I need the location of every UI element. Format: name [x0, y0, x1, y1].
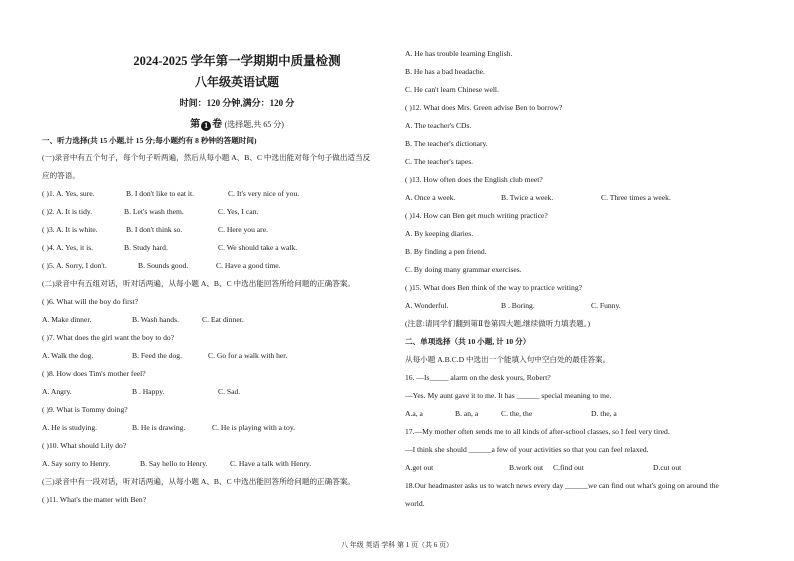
option-b: B. Twice a week. [501, 193, 554, 202]
right-line [405, 139, 488, 149]
right-line [405, 337, 530, 347]
left-line [42, 153, 370, 163]
right-line [405, 229, 473, 239]
left-line [42, 207, 92, 217]
left-line-text: ( )7. What does the girl want the boy to do? [42, 333, 175, 342]
right-line-text: A. He has trouble learning English. [405, 49, 513, 58]
right-line [405, 445, 649, 455]
option-b: B . Happy. [132, 387, 165, 396]
left-line-text: A. Make dinner. [42, 315, 92, 324]
right-line [405, 247, 487, 257]
left-line [42, 423, 97, 433]
left-line [42, 315, 91, 325]
right-line [405, 265, 522, 275]
option-c: C. Yes, I can. [218, 207, 259, 216]
left-line [42, 459, 110, 469]
right-line-text: B. He has a bad headache. [405, 67, 485, 76]
right-line [405, 193, 455, 203]
option-c: C. Go for a walk with her. [208, 351, 288, 360]
option-b: B.work out [509, 463, 544, 472]
option-b: B. Feed the dog. [132, 351, 182, 360]
option-c: C. Have a good time. [216, 261, 281, 270]
left-line-text: A. Angry. [42, 387, 72, 396]
right-line [405, 211, 548, 221]
left-line-text: A. Walk the dog. [42, 351, 94, 360]
left-line-text: (一)录音中有五个句子，每个句子听两遍，然后从每小题 A、B、C 中选出能对每个句子做出适当反 [42, 153, 371, 162]
right-line-text: C. He can't learn Chinese well. [405, 85, 499, 94]
right-line-text: ( )15. What does Ben think of the way to practice writing? [405, 283, 582, 292]
option-c: C. the, the [501, 409, 533, 418]
option-c: C.find out [553, 463, 584, 472]
right-line-text: C. The teacher's tapes. [405, 157, 474, 166]
option-c: C. Eat dinner. [202, 315, 244, 324]
right-line-text: B. The teacher's dictionary. [405, 139, 488, 148]
right-line-text: ( )14. How can Ben get much writing practice? [405, 211, 548, 220]
right-line [405, 85, 499, 95]
right-line [405, 157, 473, 167]
option-c: C. Here you are. [218, 225, 268, 234]
right-line-text: (注意:请同学们翻到第Ⅱ卷第四大题,继续做听力填表题。) [405, 319, 591, 328]
right-line [405, 175, 543, 185]
left-line [42, 333, 174, 343]
left-line [42, 477, 355, 487]
right-line [405, 355, 610, 365]
exam-time: 时间：120 分钟,满分：120 分 [179, 98, 295, 108]
left-line-text: ( )1. A. Yes, sure. [42, 189, 95, 198]
option-b: B. an, a [455, 409, 479, 418]
left-line-text: ( )11. What's the matter with Ben? [42, 495, 147, 504]
left-line [42, 189, 95, 199]
left-line-text: ( )8. How does Tim's mother feel? [42, 369, 146, 378]
left-line [42, 243, 93, 253]
option-b: B. Sounds good. [138, 261, 189, 270]
volume-note: (选择题,共 65 分) [224, 120, 284, 129]
right-line-text: A.a, a [405, 409, 423, 418]
right-line-text: A. Once a week. [405, 193, 456, 202]
option-b: B. Study hard. [124, 243, 168, 252]
left-line-text: 一、听力选择(共 15 小题,计 15 分;每小题约有 8 秒钟的答题时间) [42, 136, 257, 145]
right-line [405, 121, 471, 131]
right-line [405, 499, 425, 509]
left-line [42, 369, 146, 379]
page-footer: 八 年级 英语 学科 第 1 页（共 6 页） [341, 541, 453, 549]
right-line [405, 427, 670, 437]
right-line-text: A. By keeping diaries. [405, 229, 474, 238]
left-line-text: ( )10. What should Lily do? [42, 441, 127, 450]
option-c: C. Have a talk with Henry. [230, 459, 312, 468]
right-line [405, 301, 448, 311]
right-line-text: —I think she should ______a few of your activities so that you can feel relaxed. [405, 445, 649, 454]
right-line-text: 二、单项选择（共 10 小题, 计 10 分） [405, 337, 531, 346]
right-line [405, 319, 590, 329]
option-b: B. I don't like to eat it. [126, 189, 195, 198]
volume-number-circle: 1 [201, 121, 211, 131]
left-line-text: 应的答语。 [42, 171, 80, 180]
right-line-text: ( )13. How often does the English club meet? [405, 175, 543, 184]
left-line [42, 171, 80, 181]
exam-title: 2024-2025 学年第一学期期中质量检测 [133, 54, 341, 68]
volume-prefix: 第 [190, 119, 201, 130]
option-d: D.cut out [653, 463, 682, 472]
right-line [405, 67, 485, 77]
right-line [405, 283, 582, 293]
right-line-text: 16. —Is_____ alarm on the desk yours, Robert? [405, 373, 551, 382]
left-line [42, 387, 72, 397]
left-line [42, 225, 98, 235]
left-line-text: (二)录音中有五组对话，听对话两遍，从每小题 A、B、C 中选出能回答所给问题的正确答案。 [42, 279, 356, 288]
left-line-text: (三)录音中有一段对话，听对话两遍，从每小题 A、B、C 中选出能回答所给问题的正确答案。 [42, 477, 356, 486]
right-line-text: A.get out [405, 463, 434, 472]
right-line [405, 391, 611, 401]
left-line [42, 495, 146, 505]
option-b: B. Say hello to Henry. [140, 459, 208, 468]
volume-suffix: 卷 [212, 119, 223, 130]
right-line-text: 17.—My mother often sends me to all kinds of after-school classes, so I feel very tired. [405, 427, 670, 436]
left-line-text: ( )2. A. It is tidy. [42, 207, 93, 216]
option-b: B. Wash hands. [132, 315, 179, 324]
left-line [42, 279, 355, 289]
left-line-text: ( )9. What is Tommy doing? [42, 405, 128, 414]
left-line [42, 405, 128, 415]
left-line [42, 136, 257, 146]
exam-subtitle: 八年级英语试题 [194, 75, 279, 89]
right-line-text: 18.Our headmaster asks us to watch news every day ______we can find out what's going on around the [405, 481, 719, 490]
left-line-text: ( )6. What will the boy do first? [42, 297, 139, 306]
left-line-text: ( )5. A. Sorry, I don't. [42, 261, 107, 270]
right-line-text: —Yes. My aunt gave it to me. It has ______ special meaning to me. [405, 391, 612, 400]
left-line-text: ( )3. A. It is white. [42, 225, 98, 234]
left-line [42, 261, 107, 271]
right-line-text: A. The teacher's CDs. [405, 121, 472, 130]
option-b: B . Boring. [501, 301, 535, 310]
option-c: C. It's very nice of you. [228, 189, 300, 198]
left-line [42, 297, 138, 307]
option-c: C. He is playing with a toy. [212, 423, 296, 432]
left-line-text: ( )4. A. Yes, it is. [42, 243, 94, 252]
right-line-text: A. Wonderful. [405, 301, 449, 310]
option-b: B. Let's wash them. [124, 207, 184, 216]
right-line [405, 373, 551, 383]
left-line [42, 351, 93, 361]
option-c: C. Sad. [218, 387, 241, 396]
option-b: B. I don't think so. [126, 225, 183, 234]
option-d: D. the, a [591, 409, 617, 418]
right-line-text: 从每小题 A.B.C.D 中选出一个能填入句中空白处的最佳答案。 [405, 355, 611, 364]
right-line [405, 463, 433, 473]
right-line-text: B. By finding a pen friend. [405, 247, 487, 256]
option-c: C. Three times a week. [601, 193, 671, 202]
right-line [405, 409, 423, 419]
left-line-text: A. He is studying. [42, 423, 98, 432]
right-line [405, 49, 512, 59]
option-b: B. He is drawing. [132, 423, 186, 432]
option-c: C. Funny. [591, 301, 621, 310]
option-c: C. We should take a walk. [218, 243, 298, 252]
left-line [42, 441, 126, 451]
right-line [405, 103, 562, 113]
right-line [405, 481, 719, 491]
right-line-text: world. [405, 499, 425, 508]
left-line-text: A. Say sorry to Henry. [42, 459, 111, 468]
right-line-text: ( )12. What does Mrs. Green advise Ben to borrow? [405, 103, 563, 112]
volume-heading [42, 115, 432, 131]
right-line-text: C. By doing many grammar exercises. [405, 265, 522, 274]
